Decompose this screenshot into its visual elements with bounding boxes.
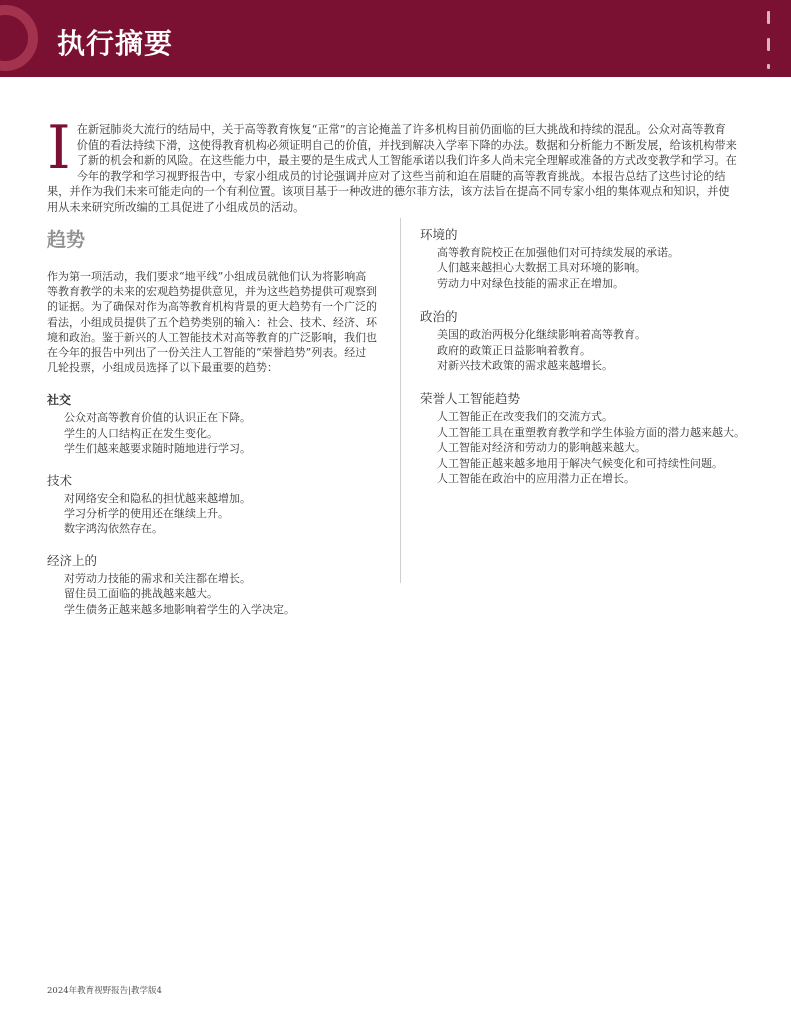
trend-group: [47, 391, 377, 456]
decorative-bar: [767, 11, 770, 24]
page-title: 执行摘要: [57, 27, 174, 60]
trend-item: 数字鸿沟依然存在。: [64, 522, 163, 536]
trend-item: 学生的人口结构正在发生变化。: [64, 426, 218, 440]
right-column: [420, 225, 750, 502]
trend-item: 人工智能正在改变我们的交流方式。: [437, 410, 613, 424]
trend-item: 公众对高等教育价值的认识正在下降。: [64, 411, 251, 425]
intro-paragraph: [47, 113, 737, 215]
trend-item: 高等教育院校正在加强他们对可持续发展的承诺。: [437, 246, 679, 259]
decorative-bar: [767, 64, 770, 69]
trend-item: 学生们越来越要求随时随地进行学习。: [64, 442, 251, 456]
trend-group: [420, 307, 750, 373]
left-column: [47, 225, 377, 631]
trend-group-title: 社交: [47, 393, 72, 408]
footer-text: 2024年教育视野报告|教学版4: [47, 986, 162, 996]
trend-group-title: 环境的: [420, 227, 458, 242]
trend-group: [420, 225, 750, 291]
trend-group-title: 政治的: [420, 309, 458, 325]
header-banner: [0, 0, 791, 77]
drop-cap: I: [47, 113, 71, 183]
trend-item: 人工智能对经济和劳动力的影响越来越大。: [437, 441, 646, 455]
trend-item: 美国的政治两极分化继续影响着高等教育。: [437, 328, 646, 342]
trend-item: 劳动力中对绿色技能的需求正在增加。: [437, 276, 624, 290]
trend-group-title: 技术: [47, 472, 73, 488]
trend-item: 政府的政策正日益影响着教育。: [437, 343, 591, 357]
trend-item: 留住员工面临的挑战越来越大。: [64, 587, 218, 601]
section-title-trends: 趋势: [47, 229, 86, 251]
trend-item: 对新兴技术政策的需求越来越增长。: [437, 359, 613, 373]
trend-item: 学习分析学的使用还在继续上升。: [64, 507, 229, 521]
trend-item: 学生债务正越来越多地影响着学生的入学决定。: [64, 602, 295, 616]
trend-group: [420, 389, 750, 486]
decorative-bar: [767, 38, 770, 51]
trend-item: 人工智能正越来越多地用于解决气候变化和可持续性问题。: [437, 456, 723, 470]
trends-paragraph: 作为第一项活动，我们要求“地平线”小组成员就他们认为将影响高等教育教学的未来的宏观趋势提供意见，并为这些趋势提供可观察到的证据。为了确保对作为高等教育机构背景的更大趋势有一个广泛的看法，小组成员提供了五个趋势类别的输入：社会、技术、经济、环境和政治。鉴于新兴的人工智能技术对高等教育的广泛影响，我们也在今年的报告中列出了一份关注人工智能的“荣誉趋势”列表。经过几轮投票，小组成员选择了以下最重要的趋势：: [47, 270, 377, 375]
trend-item: 对网络安全和隐私的担忧越来越增加。: [64, 491, 251, 505]
trend-item: 人工智能工具在重塑教育教学和学生体验方面的潜力越来越大。: [437, 425, 745, 439]
decorative-circle: [0, 5, 38, 71]
trend-group: [47, 551, 377, 617]
column-divider: [400, 218, 401, 583]
intro-text: 在新冠肺炎大流行的结局中，关于高等教育恢复“正常”的言论掩盖了许多机构目前仍面临的巨大挑战和持续的混乱。公众对高等教育价值的看法持续下滑，这使得教育机构必须证明自己的价值，并找到解决入学率下降的办法。数据和分析能力不断发展，给该机构带来了新的机会和新的风险。在这些能力中，最主要的是生成式人工智能承诺以我们许多人尚未完全理解或准备的方式改变教学和学习。在今年的教学和学习视野报告中，专家小组成员的讨论强调并应对了这些当前和迫在眉睫的高等教育挑战。本报告总结了这些讨论的结果，并作为我们未来可能走向的一个有利位置。该项目基于一种改进的德尔菲方法，该方法旨在提高不同专家小组的集体观点和知识，并使用从未来研究所改编的工具促进了小组成员的活动。: [47, 123, 737, 214]
trend-item: 人工智能在政治中的应用潜力正在增长。: [437, 472, 635, 486]
trend-group: [47, 471, 377, 537]
trend-item: 对劳动力技能的需求和关注都在增长。: [64, 571, 251, 585]
trend-item: 人们越来越担心大数据工具对环境的影响。: [437, 261, 646, 275]
trend-group-title: 荣誉人工智能趋势: [420, 391, 521, 407]
trend-group-title: 经济上的: [47, 552, 98, 568]
